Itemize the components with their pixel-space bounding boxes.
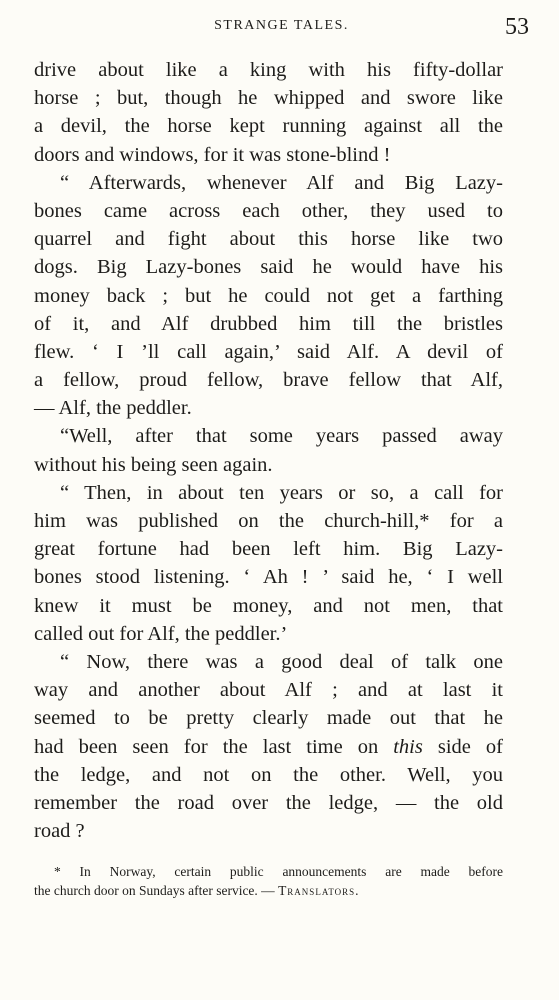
text-line: flew. ‘ I ’ll call again,’ said Alf. A devil of	[34, 340, 503, 363]
text-line: doors and windows, for it was stone-blind !	[34, 143, 391, 166]
text-line: a devil, the horse kept running against all the	[34, 115, 503, 138]
text-line: bones stood listening. ‘ Ah ! ’ said he, ‘ I well	[34, 566, 503, 589]
text-line: “ Afterwards, whenever Alf and Big Lazy-	[60, 171, 503, 194]
text-line: the ledge, and not on the other. Well, you	[34, 763, 503, 786]
text-line: money back ; but he could not get a farthing	[34, 284, 503, 307]
text-run: had been seen for the last time on	[34, 735, 394, 758]
text-line: horse ; but, though he whipped and swore like	[34, 87, 503, 110]
text-line: — Alf, the peddler.	[34, 397, 192, 420]
text-line: drive about like a king with his fifty-dollar	[34, 59, 503, 81]
text-line: seemed to be pretty clearly made out that he	[34, 707, 503, 730]
text-line: of it, and Alf drubbed him till the bristles	[34, 312, 503, 335]
text-line: road ?	[34, 820, 85, 843]
text-line: “Well, after that some years passed away	[60, 425, 503, 448]
text-line: him was published on the church-hill,* for a	[34, 510, 503, 532]
footnote-text: the church door on Sundays after service. —	[34, 883, 279, 898]
emphasis: this	[393, 735, 423, 758]
text-line	[34, 733, 503, 761]
text-line: dogs. Big Lazy-bones said he would have his	[34, 256, 503, 279]
text-line: great fortune had been left him. Big Lazy-	[34, 538, 503, 561]
text-line: called out for Alf, the peddler.’	[34, 622, 288, 645]
text-line: quarrel and fight about this horse like two	[34, 228, 503, 251]
footnote-signature: Translators.	[278, 883, 360, 898]
text-line: bones came across each other, they used to	[34, 199, 503, 222]
running-head: STRANGE TALES.	[214, 18, 349, 33]
text-line: remember the road over the ledge, — the old	[34, 791, 503, 814]
footnote-line: * In Norway, certain public announcements are made before	[54, 864, 503, 879]
page-number: 53	[505, 14, 529, 40]
footnote-line	[34, 881, 503, 900]
text-line: knew it must be money, and not men, that	[34, 594, 503, 617]
text-line: “ Now, there was a good deal of talk one	[60, 650, 503, 673]
footnote	[34, 862, 503, 900]
text-line: way and another about Alf ; and at last it	[34, 679, 503, 702]
body-text	[34, 56, 503, 845]
text-line: without his being seen again.	[34, 453, 273, 476]
text-run: side of	[422, 735, 503, 758]
text-line: a fellow, proud fellow, brave fellow that Alf,	[34, 369, 503, 392]
text-line: “ Then, in about ten years or so, a call for	[60, 481, 503, 504]
page-header	[34, 14, 529, 44]
